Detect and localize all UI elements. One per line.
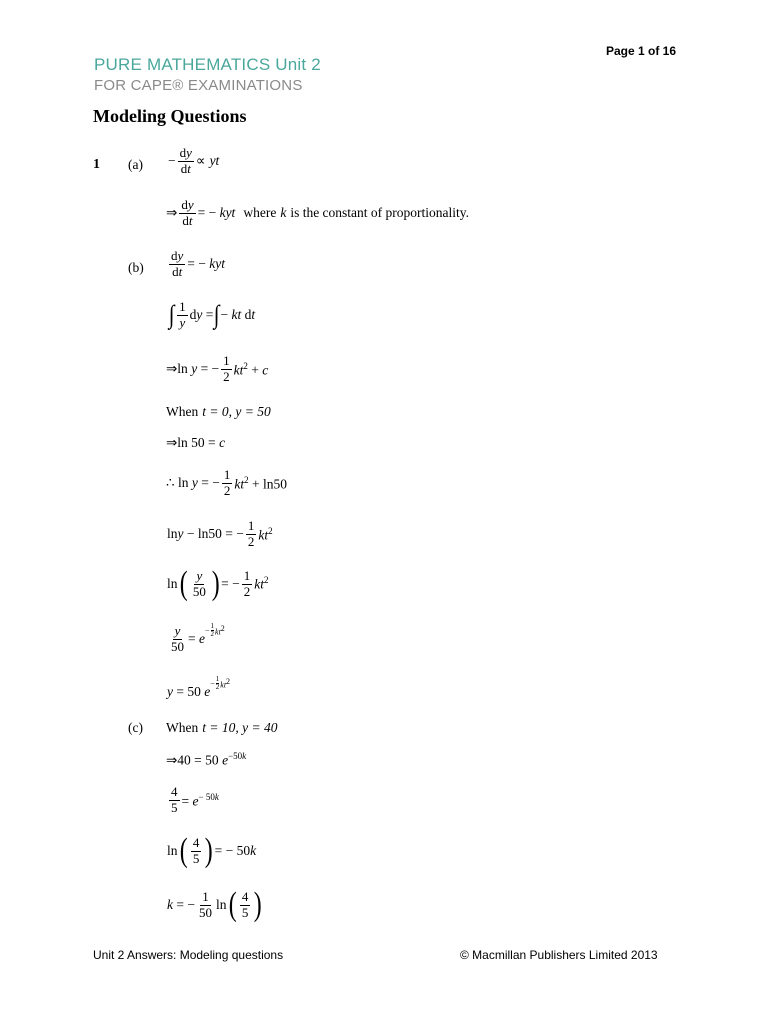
footer-title: Unit 2 Answers: Modeling questions <box>93 948 284 962</box>
proportionality-text: is the constant of proportionality. <box>290 205 470 221</box>
equation-c2: $\frac{4}{5}$ = $e^{- 50k}$ <box>171 784 219 815</box>
condition-c <box>166 720 277 736</box>
equation-b7: ln ( $\frac{y}{50}$ ) = − $\frac{1}{2}$ $kt^2$ <box>167 565 269 602</box>
part-label-c: (c) <box>128 720 143 735</box>
when-text-c: When <box>166 720 199 735</box>
equation-c1: ⇒40 = 50 $e^{-50k}$ <box>166 751 247 768</box>
equation-b3: ⇒ln y = − $\frac{1}{2}$ $kt^2 + c$ <box>166 353 269 384</box>
condition-values-b: t = 0, y = 50 <box>202 404 271 419</box>
brand-title: PURE MATHEMATICS Unit 2 <box>94 55 321 74</box>
where-text: where <box>243 205 277 221</box>
equation-a1: − $\frac{dy}{dt}$ ∝ yt <box>168 145 220 176</box>
footer-copyright: © Macmillan Publishers Limited 2013 <box>460 948 658 962</box>
condition-values-c: t = 10, y = 40 <box>202 720 278 735</box>
equation-b4: ⇒ln 50 = c <box>166 435 226 450</box>
page-number: Page 1 of 16 <box>606 44 677 58</box>
part-label-a: (a) <box>128 157 143 172</box>
equation-b5: ∴ ln y = − $\frac{1}{2}$ $kt^2 + \ln 50$ <box>166 467 287 498</box>
equation-b8: $\frac{y}{50}$ = e − $\frac{1}{2}$ $kt^2$ <box>171 621 225 654</box>
equation-c4: k = − $\frac{1}{50}$ ln ( $\frac{4}{5}$ ) <box>167 886 262 923</box>
equation-b1: $\frac{dy}{dt}$ = − kyt <box>171 248 226 279</box>
condition-b <box>166 404 271 420</box>
equation-b2: ∫ $\frac{1}{y}$ dy = ∫ − kt dt <box>168 299 256 330</box>
equation-b9: y = 50 e − $\frac{1}{2}$ $kt^2$ <box>167 674 231 699</box>
when-text-b: When <box>166 404 199 419</box>
question-number: 1 <box>93 157 100 172</box>
part-label-b: (b) <box>128 260 144 275</box>
equation-b6: lny − ln50 = − $\frac{1}{2}$ $kt^2$ <box>167 518 273 549</box>
brand-subtitle: FOR CAPE® EXAMINATIONS <box>94 77 303 94</box>
equation-c3: ln ( $\frac{4}{5}$ ) = − 50k <box>167 832 257 869</box>
page-title: Modeling Questions <box>93 106 247 126</box>
equation-a2: ⇒ $\frac{dy}{dt}$ = − kyt where k is the constant of proportionality. <box>166 197 470 228</box>
proportional-symbol: ∝ <box>195 153 206 169</box>
k-symbol: k <box>280 205 287 221</box>
